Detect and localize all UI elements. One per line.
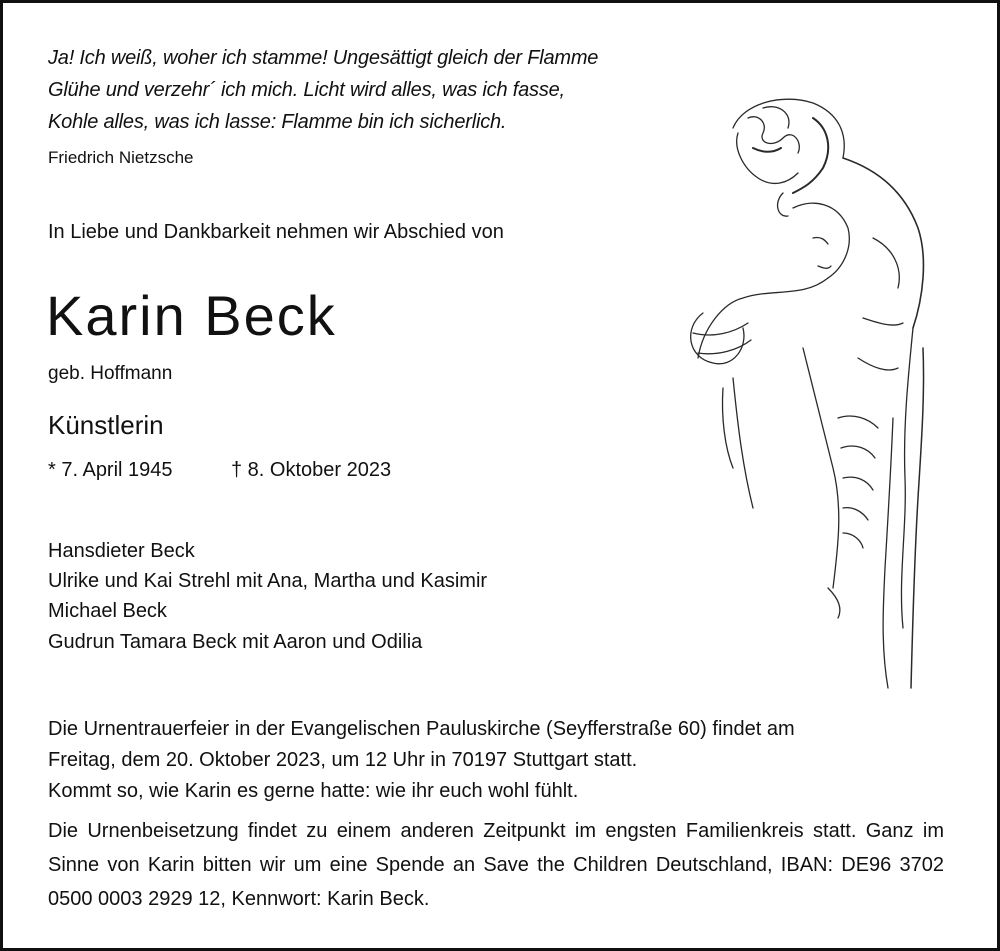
ceremony-line-2: Freitag, dem 20. Oktober 2023, um 12 Uhr in 70197 Stuttgart statt. <box>48 749 638 771</box>
quote-line-1: Ja! Ich weiß, woher ich stamme! Ungesättigt gleich der Flamme <box>48 47 599 69</box>
quote-line-3: Kohle alles, was ich lasse: Flamme bin ich sicherlich. <box>48 111 507 133</box>
death-date: † 8. Oktober 2023 <box>231 459 392 481</box>
mourner-4: Gudrun Tamara Beck mit Aaron und Odilia <box>48 631 423 653</box>
ceremony-line-3: Kommt so, wie Karin es gerne hatte: wie ihr euch wohl fühlt. <box>48 780 579 802</box>
intro-text: In Liebe und Dankbarkeit nehmen wir Abschied von <box>48 221 504 243</box>
mourner-2: Ulrike und Kai Strehl mit Ana, Martha und Kasimir <box>48 570 488 592</box>
burial-text: Die Urnenbeisetzung findet zu einem anderen Zeitpunkt im engsten Familienkreis statt. Ganz im Sinne von Karin bitten wir um eine Spende an Save the Children Deutschland, IBAN: DE96 3702 0500 0003 2929 12, Kennwort: Karin Beck. <box>48 820 944 910</box>
quote-author: Friedrich Nietzsche <box>48 148 194 167</box>
mourner-3: Michael Beck <box>48 600 167 622</box>
mourner-1: Hansdieter Beck <box>48 540 195 562</box>
birth-date: * 7. April 1945 <box>48 459 173 481</box>
deceased-name: Karin Beck <box>46 284 337 347</box>
profession: Künstlerin <box>48 410 164 440</box>
ceremony-line-1: Die Urnentrauerfeier in der Evangelischen Pauluskirche (Seyfferstraße 60) findet am <box>48 718 795 740</box>
sketch-embracing-couple-icon <box>663 88 963 708</box>
quote-line-2: Glühe und verzehr´ ich mich. Licht wird alles, was ich fasse, <box>48 79 565 101</box>
birth-name: geb. Hoffmann <box>48 363 173 384</box>
